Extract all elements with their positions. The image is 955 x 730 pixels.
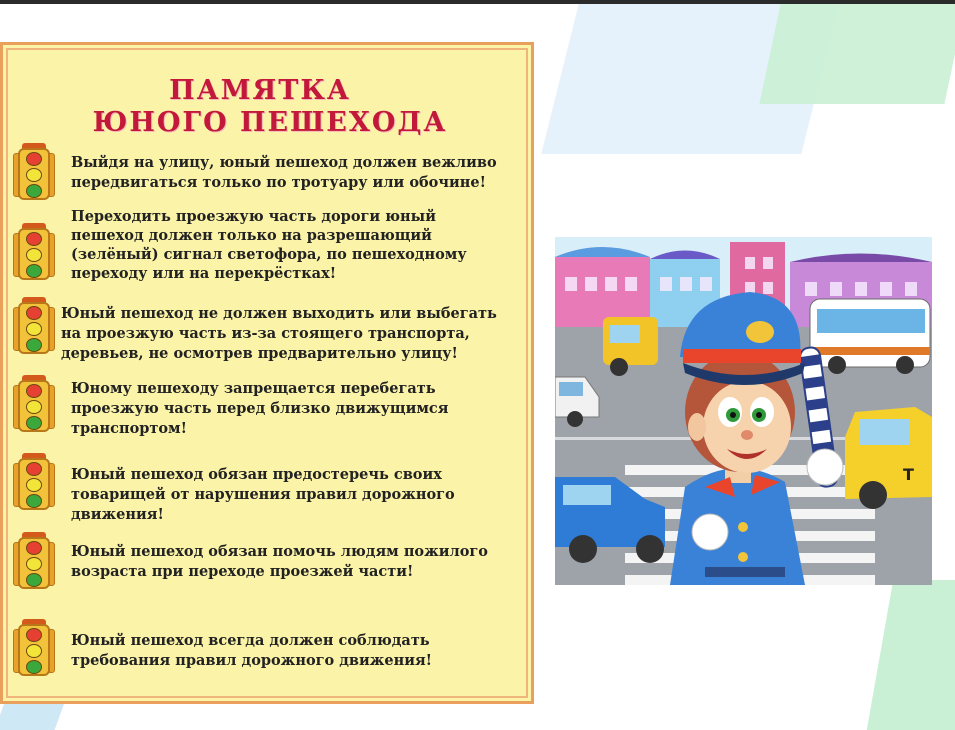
rule-text-line: Переходить проезжую часть дороги юный: [71, 208, 436, 225]
decor-shape: [0, 700, 65, 730]
memo-title-line1: ПАМЯТКА: [169, 75, 351, 106]
rule-text-line: возраста при переходе проезжей части!: [71, 563, 414, 580]
rule-text-line: Юный пешеход обязан предостеречь своих: [71, 466, 442, 483]
rule-text-line: (зелёный) сигнал светофора, по пешеходному: [71, 246, 467, 263]
traffic-light-icon: [13, 375, 55, 435]
rule-text-line: требования правил дорожного движения!: [71, 652, 433, 669]
traffic-light-icon: [13, 619, 55, 679]
glove: [807, 449, 843, 485]
memo-title-line2: ЮНОГО ПЕШЕХОДА: [92, 107, 448, 138]
rule-text-line: передвигаться только по тротуару или обочине!: [71, 174, 486, 191]
rule-text-line: Выйдя на улицу, юный пешеход должен вежливо: [71, 154, 497, 171]
rule-text-line: Юному пешеходу запрещается перебегать: [71, 380, 436, 397]
pedestrian-memo-card: [0, 42, 534, 704]
decor-shape: [867, 580, 955, 730]
traffic-light-icon: [13, 532, 55, 592]
decor-shape: [759, 4, 955, 104]
traffic-officer-illustration: [555, 237, 932, 585]
rule-text-line: переходу или на перекрёстках!: [71, 265, 337, 282]
taxi-label: T: [903, 465, 914, 484]
rule-text-line: Юный пешеход всегда должен соблюдать: [71, 632, 430, 649]
rule-text-line: на проезжую часть из-за стоящего транспорта,: [61, 325, 470, 342]
glove: [692, 514, 728, 550]
officer-face: [703, 381, 791, 473]
rule-text-line: деревьев, не осмотрев предварительно улицу!: [61, 345, 458, 362]
rule-text-line: движения!: [71, 506, 164, 523]
traffic-light-icon: [13, 297, 55, 357]
traffic-light-icon: [13, 453, 55, 513]
rule-text-line: пешеход должен только на разрешающий: [71, 227, 432, 244]
traffic-light-icon: [13, 143, 55, 203]
rule-text-line: проезжую часть перед близко движущимся: [71, 400, 449, 417]
rule-text-line: транспортом!: [71, 420, 187, 437]
traffic-light-icon: [13, 223, 55, 283]
rule-text-line: Юный пешеход обязан помочь людям пожилого: [71, 543, 488, 560]
rule-text-line: товарищей от нарушения правил дорожного: [71, 486, 455, 503]
rule-text-line: Юный пешеход не должен выходить или выбегать: [61, 305, 497, 322]
street-scene-image: [555, 237, 932, 585]
